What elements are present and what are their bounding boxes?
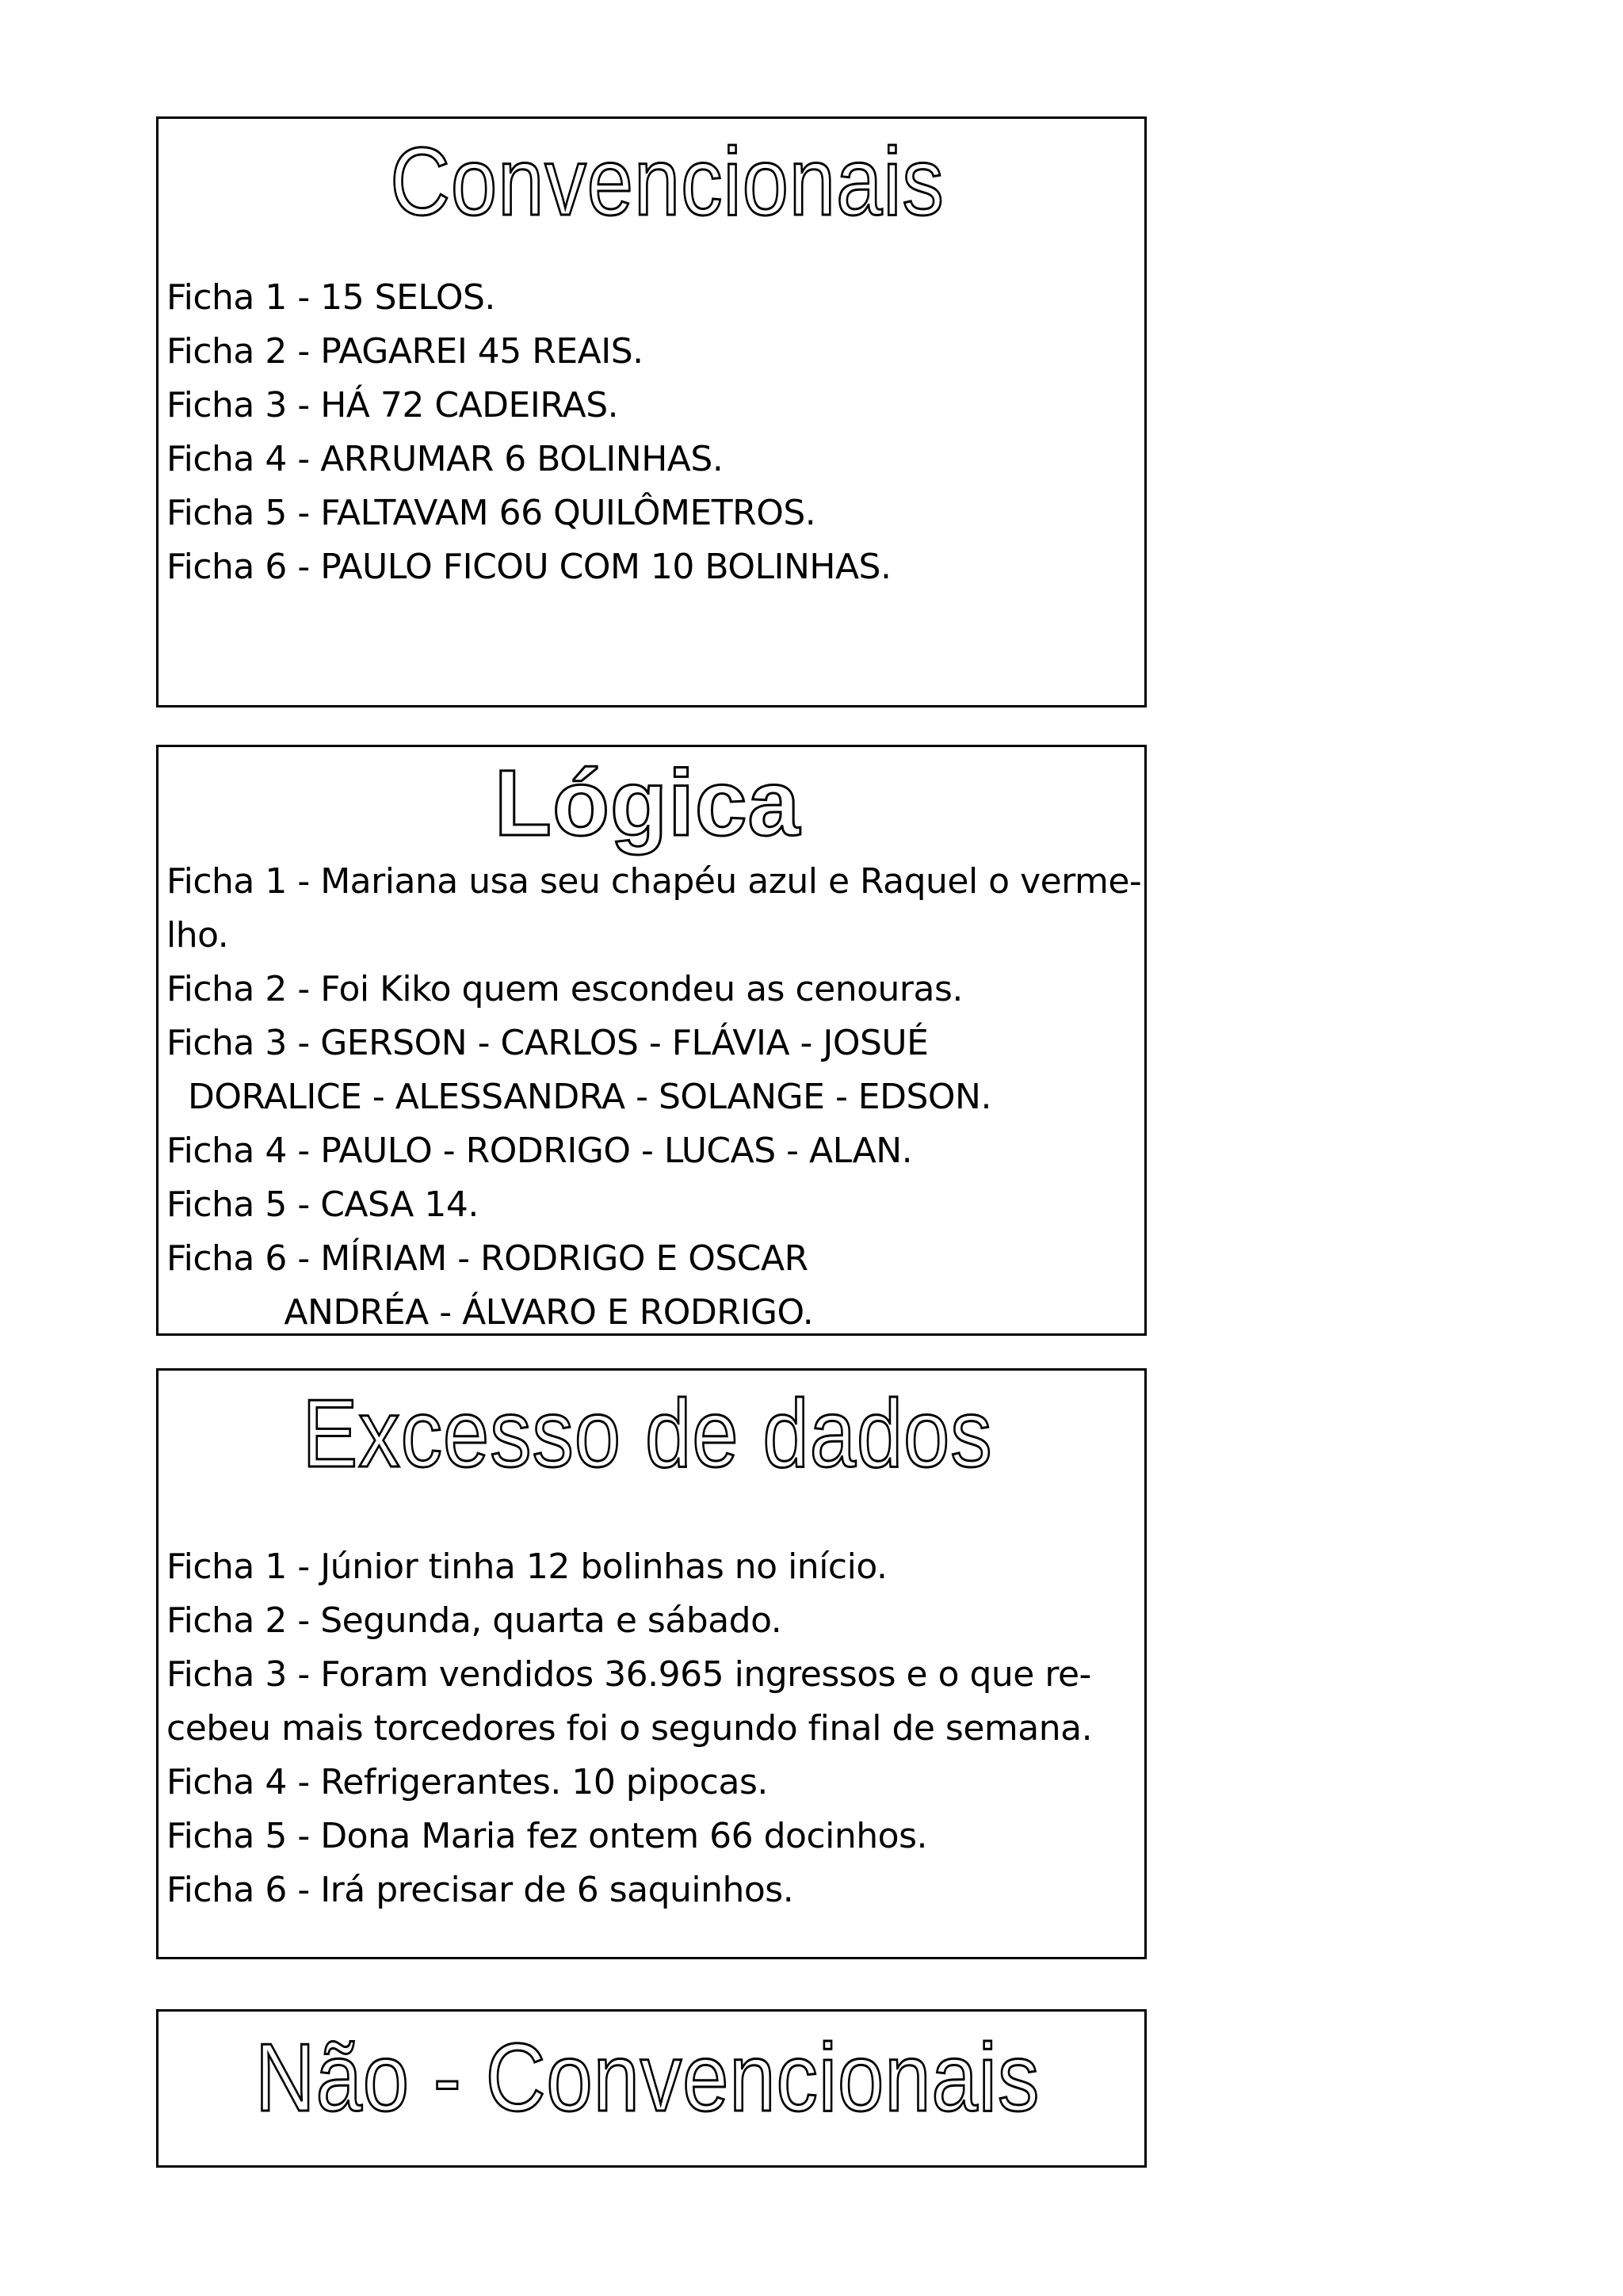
answer-line: Ficha 5 - Dona Maria fez ontem 66 docinhos. [166, 1816, 927, 1856]
answer-line: Ficha 3 - Foram vendidos 36.965 ingressos e o que re- [166, 1654, 1091, 1695]
answer-line: Ficha 1 - 15 SELOS. [166, 277, 495, 318]
section-title: Não - Convencionais [254, 2023, 1041, 2131]
section-nao-convencionais [156, 2009, 1147, 2168]
answer-line: Ficha 5 - FALTAVAM 66 QUILÔMETROS. [166, 493, 816, 533]
section-convencionais [156, 116, 1147, 707]
answer-list [158, 1540, 1144, 1917]
answer-line: ANDRÉA - ÁLVARO E RODRIGO. [166, 1292, 814, 1333]
section-logica [156, 745, 1147, 1336]
answer-line: Ficha 4 - ARRUMAR 6 BOLINHAS. [166, 439, 724, 479]
answer-list [158, 855, 1144, 1336]
answer-line: Ficha 6 - Irá precisar de 6 saquinhos. [166, 1870, 794, 1910]
section-title: Excesso de dados [302, 1379, 993, 1487]
answer-line: Ficha 4 - PAULO - RODRIGO - LUCAS - ALAN. [166, 1131, 913, 1171]
answer-line: Ficha 6 - MÍRIAM - RODRIGO E OSCAR [166, 1238, 808, 1279]
answer-line: Ficha 3 - HÁ 72 CADEIRAS. [166, 385, 619, 425]
answer-line: Ficha 3 - GERSON - CARLOS - FLÁVIA - JOSUÉ [166, 1023, 929, 1063]
answer-list [158, 271, 1144, 594]
answer-line: Ficha 1 - Mariana usa seu chapéu azul e Raquel o verme- [166, 861, 1142, 902]
section-excesso-de-dados [156, 1368, 1147, 1959]
answer-line: Ficha 4 - Refrigerantes. 10 pipocas. [166, 1762, 768, 1802]
answer-line: cebeu mais torcedores foi o segundo final de semana. [166, 1708, 1093, 1749]
section-title: Lógica [494, 751, 801, 856]
answer-line: Ficha 2 - Foi Kiko quem escondeu as cenouras. [166, 969, 963, 1009]
answer-line: Ficha 5 - CASA 14. [166, 1184, 479, 1225]
answer-line: lho. [166, 915, 229, 955]
answer-line: Ficha 2 - PAGAREI 45 REAIS. [166, 331, 643, 372]
answer-line: DORALICE - ALESSANDRA - SOLANGE - EDSON. [166, 1077, 991, 1117]
section-title: Convencionais [390, 128, 945, 235]
answer-line: Ficha 6 - PAULO FICOU COM 10 BOLINHAS. [166, 547, 892, 587]
answer-line: Ficha 2 - Segunda, quarta e sábado. [166, 1600, 782, 1641]
answer-line: Ficha 1 - Júnior tinha 12 bolinhas no início. [166, 1547, 888, 1587]
